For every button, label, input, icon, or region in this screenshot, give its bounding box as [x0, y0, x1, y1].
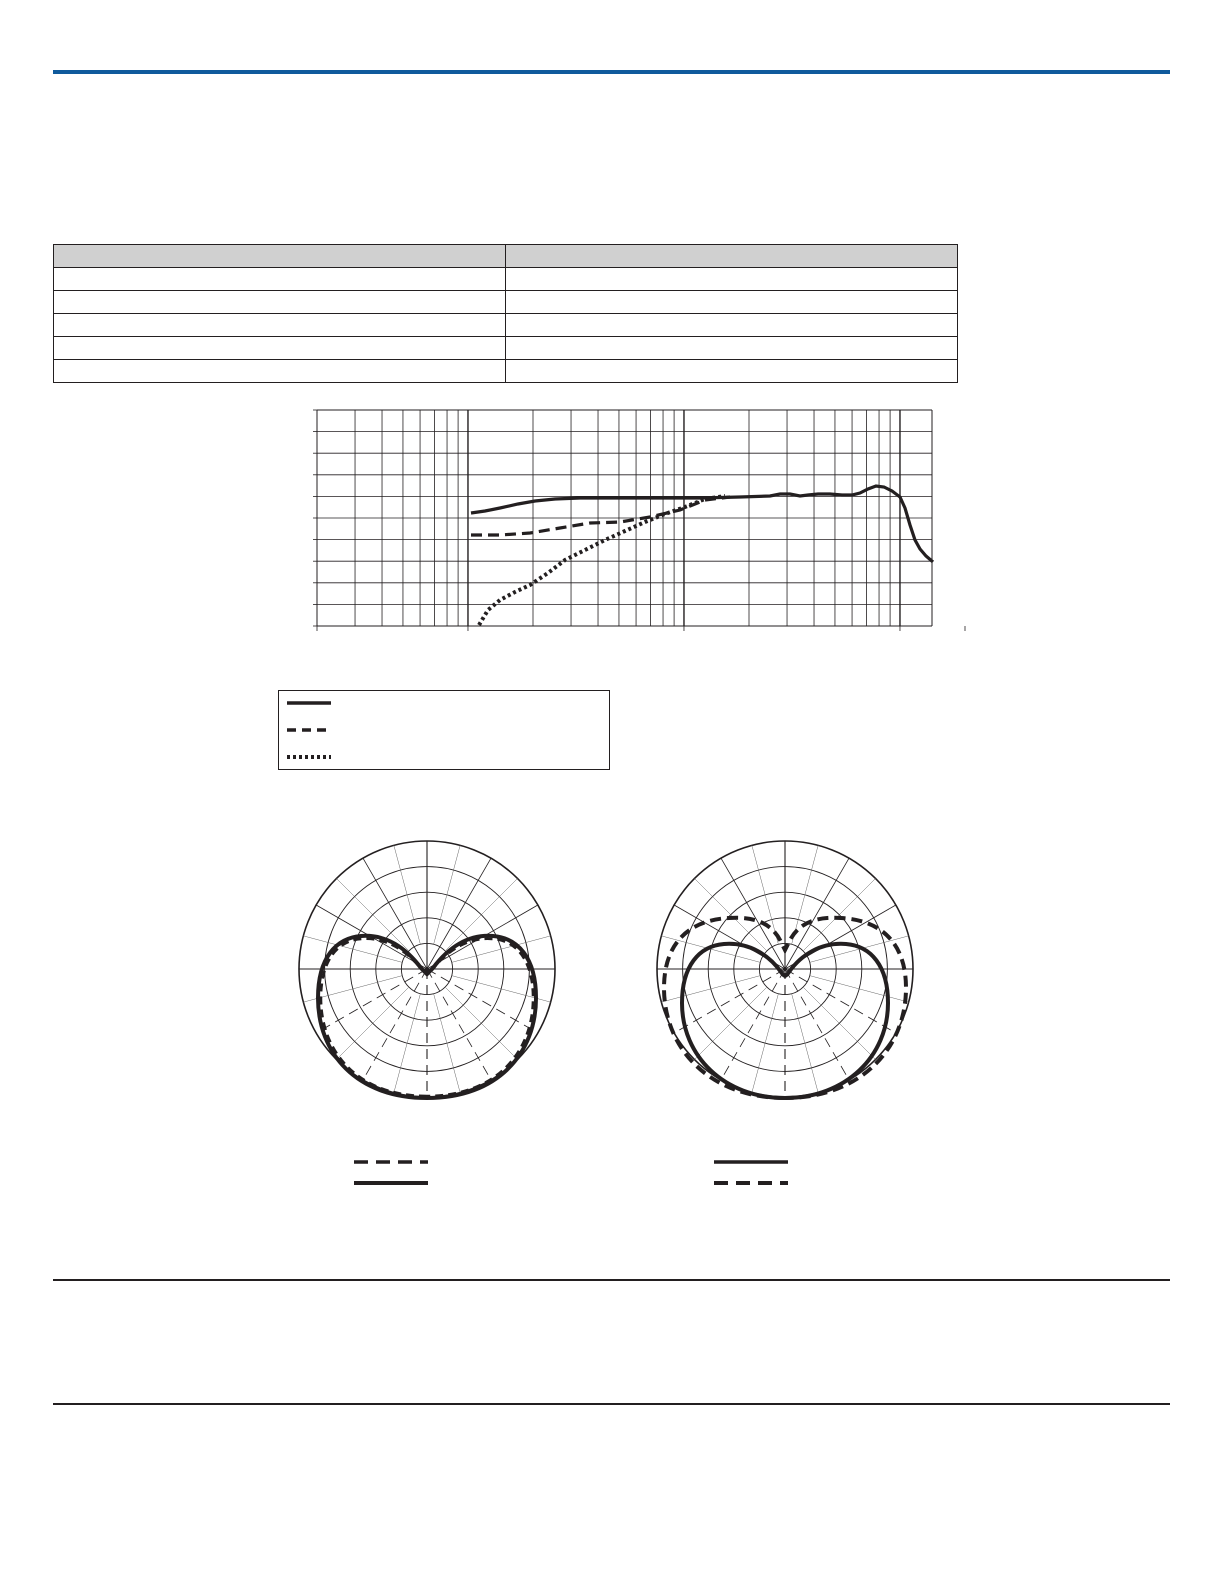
polar-minor-spoke: [810, 976, 909, 1003]
polar-minor-spoke: [394, 994, 421, 1093]
polar-minor-spoke: [434, 845, 461, 944]
polar-spoke: [316, 969, 427, 1033]
polar-spoke: [721, 858, 785, 969]
legend-swatches: [279, 691, 609, 769]
polar-minor-spoke: [661, 976, 760, 1003]
polar-minor-spoke: [803, 878, 875, 950]
polar-grid: [657, 841, 913, 1097]
polar-spoke: [721, 969, 785, 1080]
polar-minor-spoke: [694, 987, 766, 1059]
polar-legend-left: [350, 1152, 440, 1192]
polar-pattern-right: [654, 838, 916, 1100]
polar-spoke: [427, 969, 538, 1033]
polar-spoke: [785, 969, 896, 1033]
polar-spoke: [785, 858, 849, 969]
frequency-legend: [278, 690, 610, 770]
polar-legend-right: [710, 1152, 800, 1192]
polar-spoke: [674, 969, 785, 1033]
polar-minor-spoke: [336, 987, 408, 1059]
frequency-grid: [313, 410, 965, 631]
polar-minor-spoke: [792, 994, 819, 1093]
polar-minor-spoke: [394, 845, 421, 944]
polar-spoke: [785, 969, 849, 1080]
polar-minor-spoke: [445, 987, 517, 1059]
section-divider: [53, 1279, 1170, 1281]
series-solid-curve: [471, 486, 933, 562]
polar-pattern-left: [296, 838, 558, 1100]
polar-spoke: [363, 969, 427, 1080]
polar-minor-spoke: [752, 994, 779, 1093]
polar-spoke: [427, 969, 491, 1080]
footer-divider: [53, 1403, 1170, 1405]
polar-minor-spoke: [803, 987, 875, 1059]
polar-minor-spoke: [694, 878, 766, 950]
polar-minor-spoke: [434, 994, 461, 1093]
polar-spoke: [427, 858, 491, 969]
frequency-response-chart: [0, 0, 1225, 700]
polar-spoke: [363, 858, 427, 969]
polar-minor-spoke: [752, 845, 779, 944]
series-dotted-curve: [479, 496, 725, 625]
